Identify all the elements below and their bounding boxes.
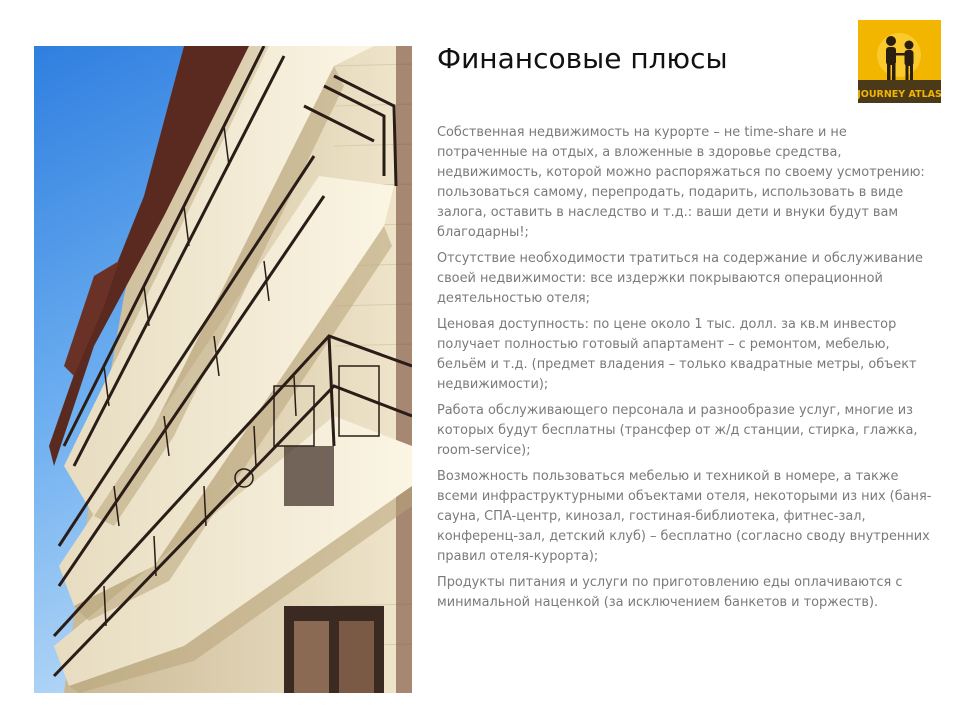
paragraph-staff-services: Работа обслуживающего персонала и разнообразие услуг, многие из которых будут бесплатны (трансфер от ж/д станции, стирка, глажка, room-service); xyxy=(437,403,918,458)
paragraph-food: Продукты питания и услуги по приготовлению еды оплачиваются с минимальной наценкой (за исключением банкетов и торжеств). xyxy=(437,575,903,610)
slide-title: Финансовые плюсы xyxy=(437,42,728,75)
paragraph-no-maintenance: Отсутствие необходимости тратиться на содержание и обслуживание своей недвижимости: все издержки покрываются операционной деятельностью отеля; xyxy=(437,251,923,306)
paragraph-ownership: Собственная недвижимость на курорте – не time-share и не потраченные на отдых, а вложенные в здоровье средства, недвижимость, которой можно распоряжаться по своему усмотрению: пользоваться самому, перепродать, подарить, использовать в виде залога, оставить в наследство и т.д.: ваши дети и внуки будут вам благодарны!; xyxy=(437,125,925,240)
logo-lettering: JOURNEY ATLAS xyxy=(858,89,941,100)
body-text xyxy=(437,123,932,619)
paragraph-facilities: Возможность пользоваться мебелью и техникой в номере, а также всеми инфраструктурными объектами отеля, некоторыми из них (баня-сауна, СПА-центр, кинозал, гостиная-библиотека, фитнес-зал, конференц-зал, детский клуб) – бесплатно (согласно своду внутренних правил отеля-курорта); xyxy=(437,469,932,564)
journey-atlas-logo xyxy=(858,20,941,103)
building-balconies-photo xyxy=(34,46,412,693)
paragraph-price: Ценовая доступность: по цене около 1 тыс. долл. за кв.м инвестор получает полностью готовый апартамент – с ремонтом, мебелью, бельём и т.д. (предмет владения – только квадратные метры, объект недвижимости); xyxy=(437,317,917,392)
